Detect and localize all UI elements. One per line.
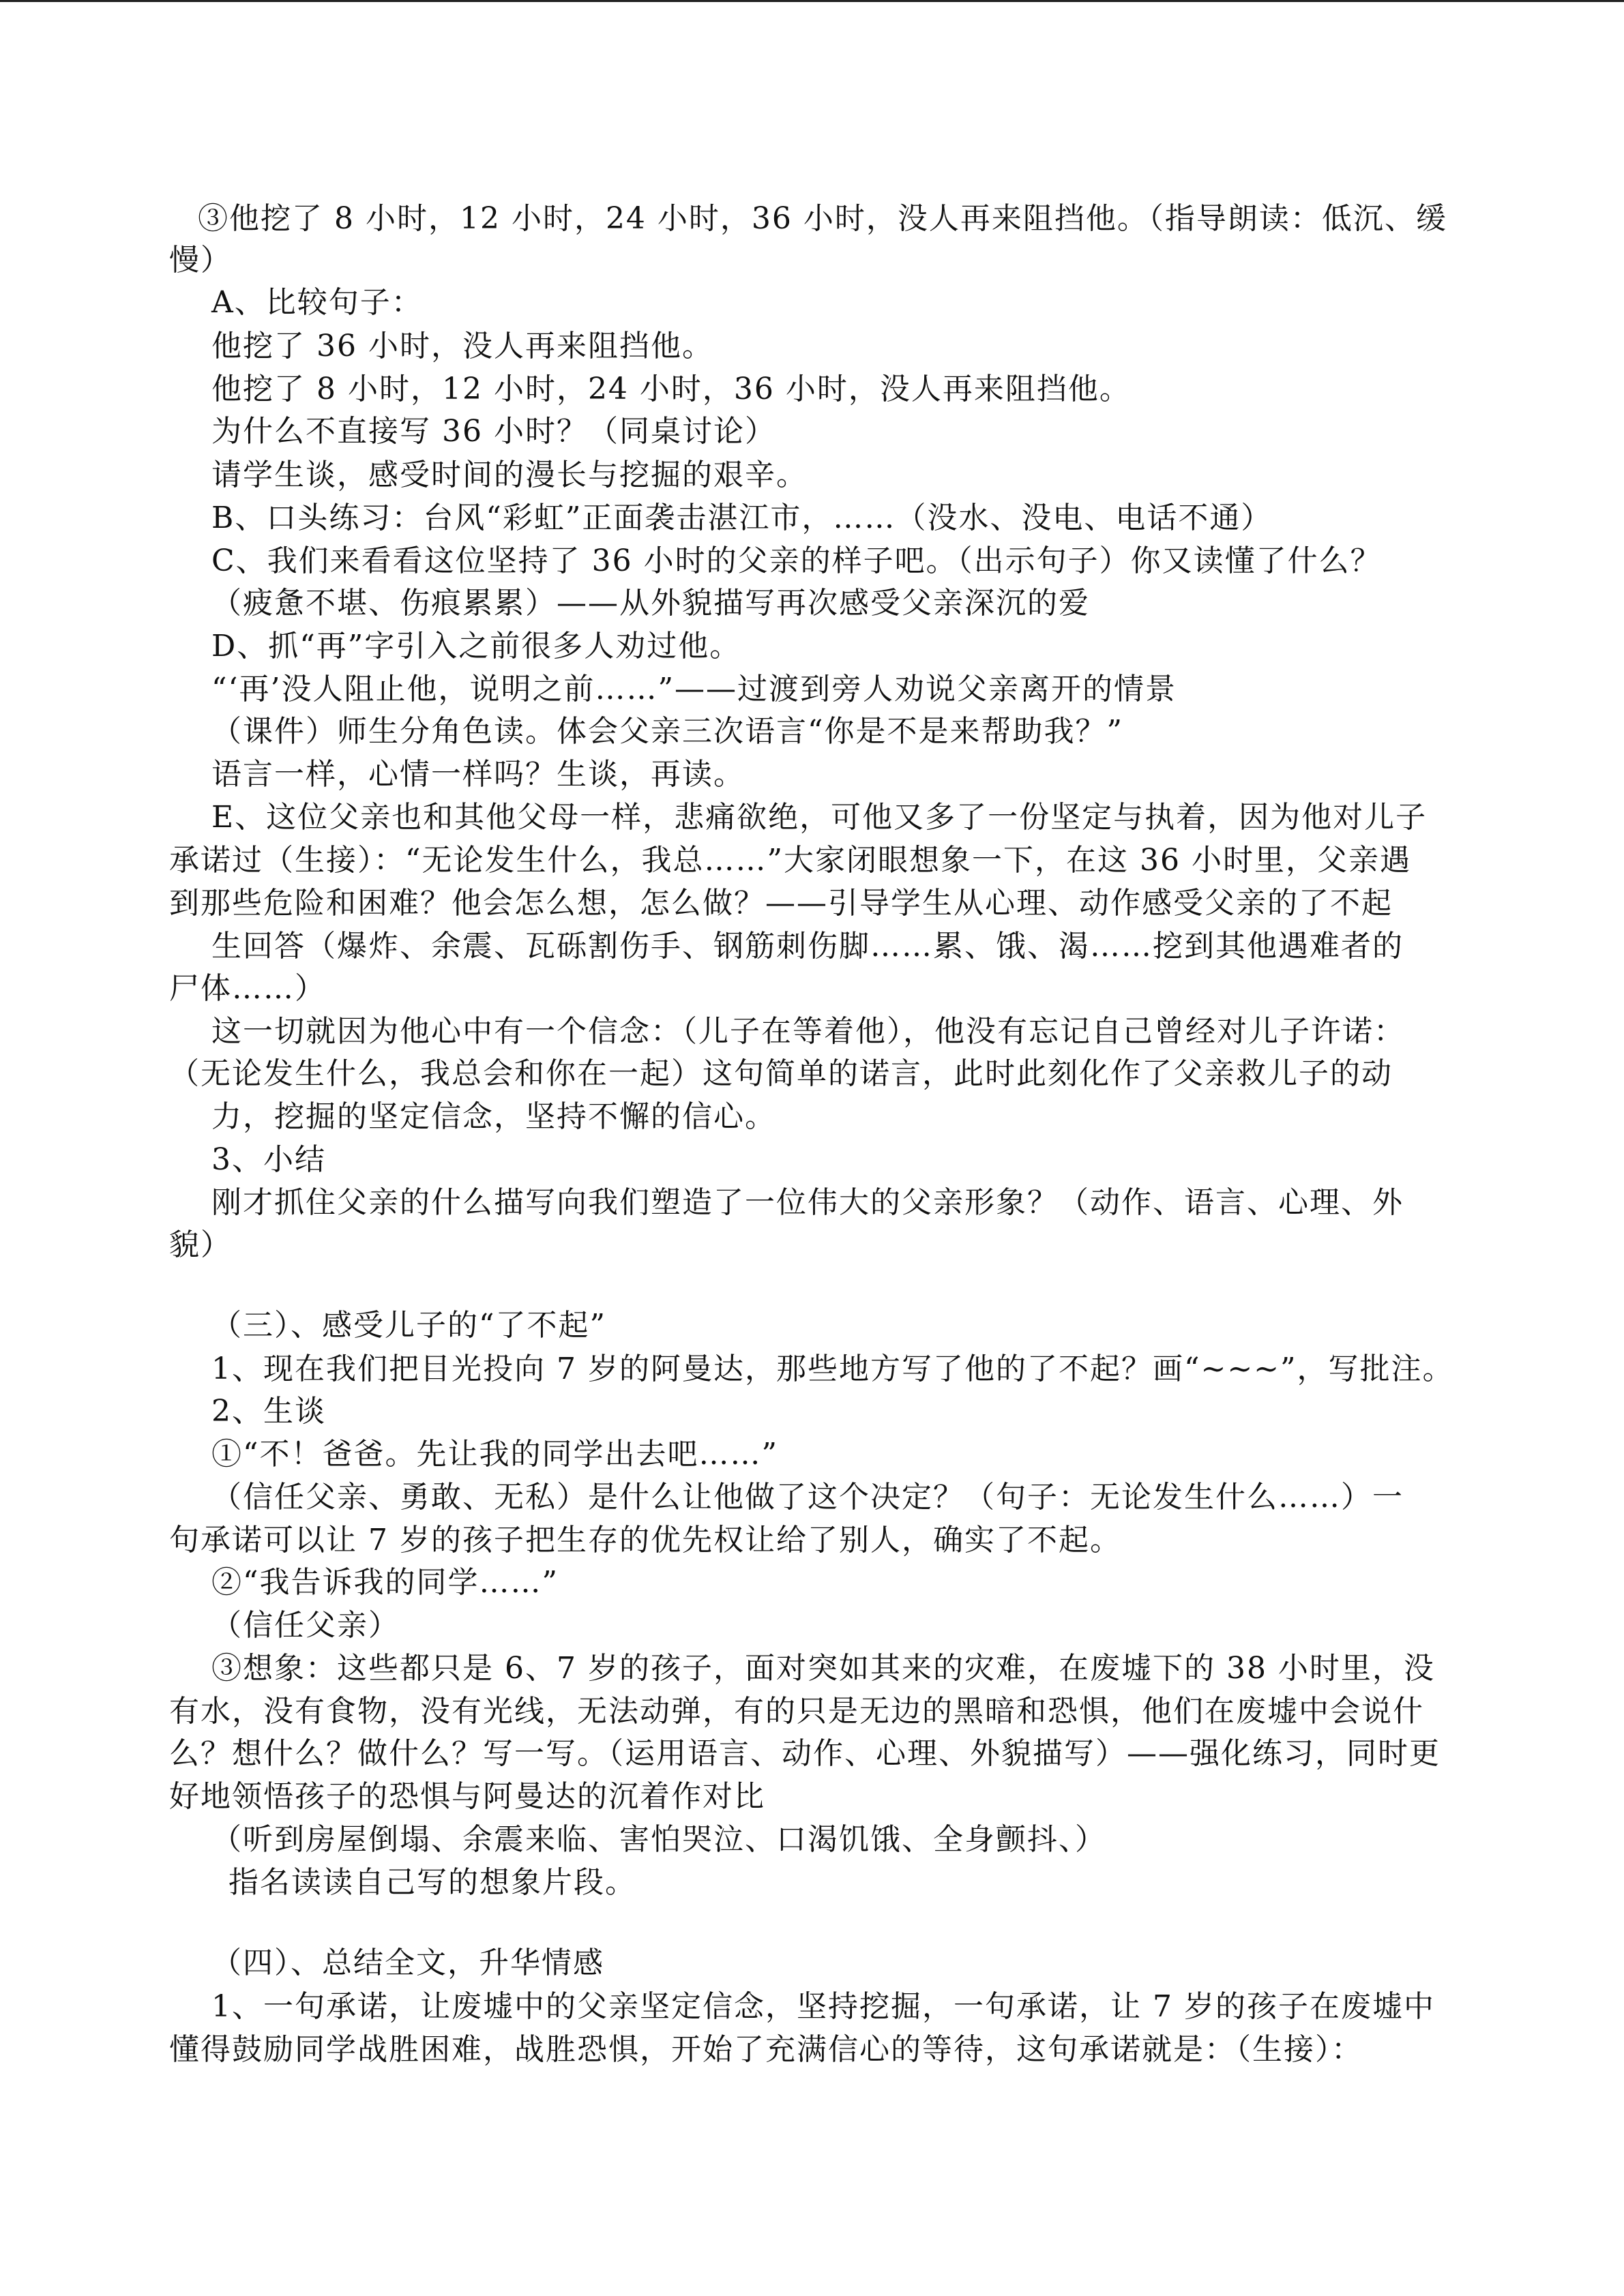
text-line: 语言一样，心情一样吗？生谈，再读。 xyxy=(211,757,745,792)
text-line: 生回答（爆炸、余震、瓦砾割伤手、钢筋刺伤脚……累、饿、渴……挖到其他遇难者的 xyxy=(211,929,1404,964)
section-heading: （四）、总结全文，升华情感 xyxy=(211,1945,604,1980)
text-line: 指名读读自己写的想象片段。 xyxy=(228,1865,636,1900)
text-line: 这一切就因为他心中有一个信念：（儿子在等着他），他没有忘记自己曾经对儿子许诺： xyxy=(211,1014,1405,1049)
text-line: （课件）师生分角色读。体会父亲三次语言“你是不是来帮助我？” xyxy=(211,714,1123,749)
text-line: 承诺过（生接）：“无论发生什么，我总……”大家闭眼想象一下，在这 36 小时里，父亲遇 xyxy=(169,843,1411,878)
text-line: 有水，没有食物，没有光线，无法动弹，有的只是无边的黑暗和恐惧，他们在废墟中会说什 xyxy=(169,1694,1424,1729)
text-line: 2、生谈 xyxy=(211,1394,326,1429)
text-line: （听到房屋倒塌、余震来临、害怕哭泣、口渴饥饿、全身颤抖、） xyxy=(211,1822,1106,1857)
text-line: 为什么不直接写 36 小时？（同桌讨论） xyxy=(211,414,776,449)
text-line: C、我们来看看这位坚持了 36 小时的父亲的样子吧。（出示句子）你又读懂了什么？ xyxy=(211,543,1382,578)
text-line: 到那些危险和困难？他会怎么想，怎么做？——引导学生从心理、动作感受父亲的了不起 xyxy=(169,886,1393,921)
text-line: “‘再’没人阻止他，说明之前……”——过渡到旁人劝说父亲离开的情景 xyxy=(211,672,1177,706)
text-line: 他挖了 36 小时，没人再来阻挡他。 xyxy=(211,329,713,363)
text-line: 尸体……） xyxy=(169,971,326,1006)
text-line: 貌） xyxy=(169,1227,232,1262)
section-heading: （三）、感受儿子的“了不起” xyxy=(211,1308,606,1343)
text-line: ③想象：这些都只是 6、7 岁的孩子，面对突如其来的灾难，在废墟下的 38 小时里，没 xyxy=(211,1651,1435,1686)
text-line: （信任父亲） xyxy=(211,1608,400,1643)
text-line: 他挖了 8 小时，12 小时，24 小时，36 小时，没人再来阻挡他。 xyxy=(211,372,1131,406)
text-line: ①“不！爸爸。先让我的同学出去吧……” xyxy=(211,1437,778,1472)
text-line: （信任父亲、勇敢、无私）是什么让他做了这个决定？（句子：无论发生什么……）一 xyxy=(211,1480,1404,1515)
text-line: （无论发生什么，我总会和你在一起）这句简单的诺言，此时此刻化作了父亲救儿子的动 xyxy=(169,1056,1393,1091)
text-line: 懂得鼓励同学战胜困难，战胜恐惧，开始了充满信心的等待，这句承诺就是：（生接）： xyxy=(169,2032,1363,2067)
text-line: 刚才抓住父亲的什么描写向我们塑造了一位伟大的父亲形象？（动作、语言、心理、外 xyxy=(211,1185,1404,1220)
text-line: ③他挖了 8 小时，12 小时，24 小时，36 小时，没人再来阻挡他。（指导朗读：低沉、缓 xyxy=(198,201,1447,236)
text-line: 好地领悟孩子的恐惧与阿曼达的沉着作对比 xyxy=(169,1779,765,1814)
text-line: B、口头练习：台风“彩虹”正面袭击湛江市，……（没水、没电、电话不通） xyxy=(211,501,1273,535)
text-line: A、比较句子： xyxy=(211,285,423,320)
text-line: （疲惫不堪、伤痕累累）——从外貌描写再次感受父亲深沉的爱 xyxy=(211,586,1090,621)
text-line: ②“我告诉我的同学……” xyxy=(211,1565,559,1600)
text-line: 请学生谈，感受时间的漫长与挖掘的艰辛。 xyxy=(211,458,808,492)
text-line: 么？想什么？做什么？写一写。（运用语言、动作、心理、外貌描写）——强化练习，同时更 xyxy=(169,1736,1441,1771)
text-line: 1、一句承诺，让废墟中的父亲坚定信念，坚持挖掘，一句承诺，让 7 岁的孩子在废墟中 xyxy=(211,1989,1435,2024)
text-line: 句承诺可以让 7 岁的孩子把生存的优先权让给了别人，确实了不起。 xyxy=(169,1523,1121,1557)
text-line: D、抓“再”字引入之前很多人劝过他。 xyxy=(211,629,741,664)
text-line: E、这位父亲也和其他父母一样，悲痛欲绝，可他又多了一份坚定与执着，因为他对儿子 xyxy=(211,800,1428,835)
text-line: 力，挖掘的坚定信念，坚持不懈的信心。 xyxy=(211,1099,776,1134)
text-line: 慢） xyxy=(169,243,232,278)
text-line: 3、小结 xyxy=(211,1142,326,1177)
text-line: 1、现在我们把目光投向 7 岁的阿曼达，那些地方写了他的了不起？画“~~~”，写批注。 xyxy=(211,1352,1454,1386)
